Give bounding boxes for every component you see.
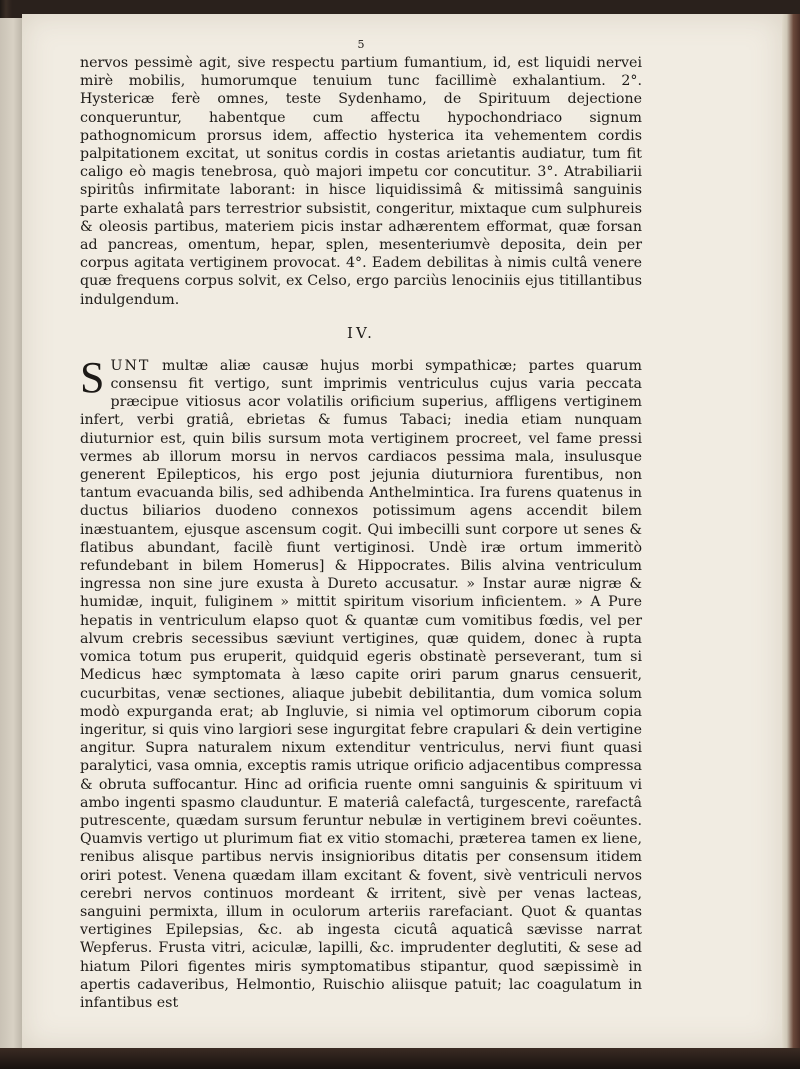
drop-cap-letter: S (80, 352, 105, 402)
left-page-edge (0, 18, 23, 1048)
section-heading: IV. (347, 323, 375, 342)
lead-word: UNT (110, 357, 151, 374)
bottom-book-edge (0, 1048, 800, 1069)
section-body-text: multæ aliæ causæ hujus morbi sympathicæ; partes quarum consensu fit vertigo, sunt imprimis ventriculus cujus varia peccata præcipue vitiosus acor volatilis orificium superius, affligens vertiginem infert, verbi gratiâ, ebrietas & fumus Tabaci; inedia etiam nunquam diuturnior est, quin bilis sursum mota vertiginem procreet, vel fame pressi vermes ab illorum morsu in nervos cardiacos pessima mala, insulusque generent Epilepticos, his ergo post jejunia diuturniora furentibus, non tantum evacuanda bilis, sed adhibenda Anthelmintica. Ira furens quatenus in ductus biliarios duodeno connexos potissimum agens accendit bilem inæstuantem, ejusque ascensum cogit. Qui imbecilli sunt corpore ut senes & flatibus abundant, facilè fiunt vertiginosi. Undè iræ ortum immeritò refundebant in bilem Homerus] & Hippocrates. Bilis alvina ventriculum ingressa non sine jure exusta à Dureto accusatur. » Instar auræ nigræ & humidæ, inquit, fuliginem » mittit spiritum visorium inficientem. » A Pure hepatis in ventriculum elapso quot & quantæ cum vomitibus fœdis, vel per alvum crebris secessibus sæviunt vertigines, quæ quidem, donec à rupta vomica totum pus eruperit, quidquid egeris obstinatè perseverant, tum si Medicus hæc symptomata à læso capite oriri parum gnarus censuerit, cucurbitas, venæ sectiones, aliaque jubebit debilitantia, dum vomica solum modò expurganda erat; ab Ingluvie, si nimia vel optimorum ciborum copia ingeritur, si quis vino largiori sese ingurgitat febre crapulari & dein vertigine angitur. Supra naturalem nixum extenditur ventriculus, nervi fiunt quasi paralytici, vasa omnia, exceptis ramis utrique orificio adjacentibus compressa & obruta suffocantur. Hinc ad orificia ruente omni sanguinis & spirituum vi ambo ingenti spasmo clauduntur. E materiâ calefactâ, turgescente, rarefactâ putrescente, quædam sursum feruntur nebulæ in vertiginem brevi coëuntes. Quamvis vertigo ut plurimum fiat ex vitio stomachi, præterea tamen ex liene, renibus alisque partibus nervis insignioribus ditatis per consensum itidem oriri potest. Venena quædam illam excitant & fovent, sivè ventriculi nervos cerebri nervos continuos mordeant & irritent, sivè per venas lacteas, sanguini permixta, illum in oculorum arteriis rarefaciant. Quot & quantas vertigines Epilepsias, &c. ab ingesta cicutâ aquaticâ sævisse narrat Wepferus. Frusta vitri, aciculæ, lapilli, &c. imprudenter deglutiti, & sese ad hiatum Pilori figentes miris symptomatibus stipantur, quod sæpissimè in apertis cadaveribus, Helmontio, Ruischio aliisque patuit; lac coagulatum in infantibus est (80, 357, 643, 1011)
section-paragraph (80, 352, 643, 1012)
paragraph-continued: nervos pessimè agit, sive respectu partium fumantium, id, est liquidi nervei mirè mobilis, humorumque tenuium tunc facillimè exhalantium. 2°. Hystericæ ferè omnes, teste Sydenhamo, de Spirituum dejectione conqueruntur, habentque cum affectu hypochondriaco signum pathognomicum prorsus idem, affectio hysterica ita vehementem cordis palpitationem excitat, ut sonitus cordis in costas arietantis audiatur, tum fit caligo eò magis tenebrosa, quò majori impetu cor concutitur. 3°. Atrabiliarii spiritûs infirmitate laborant: in hisce liquidissimâ & mitissimâ sanguinis parte exhalatâ pars terrestrior subsistit, congeritur, mixtaque cum sulphureis & oleosis partibus, materiem picis instar adhærentem efformat, quæ forsan ad pancreas, omentum, hepar, splen, mesenteriumvè deposita, dein per corpus agitata vertiginem provocat. 4°. Eadem debilitas à nimis cultâ venere quæ frequens corpus solvit, ex Celso, ergo parciùs lenociniis ejus titillantibus indulgendum. (80, 55, 642, 308)
page-text-block (80, 38, 642, 1012)
book-page (22, 14, 782, 1048)
page-number: 5 (357, 38, 365, 51)
